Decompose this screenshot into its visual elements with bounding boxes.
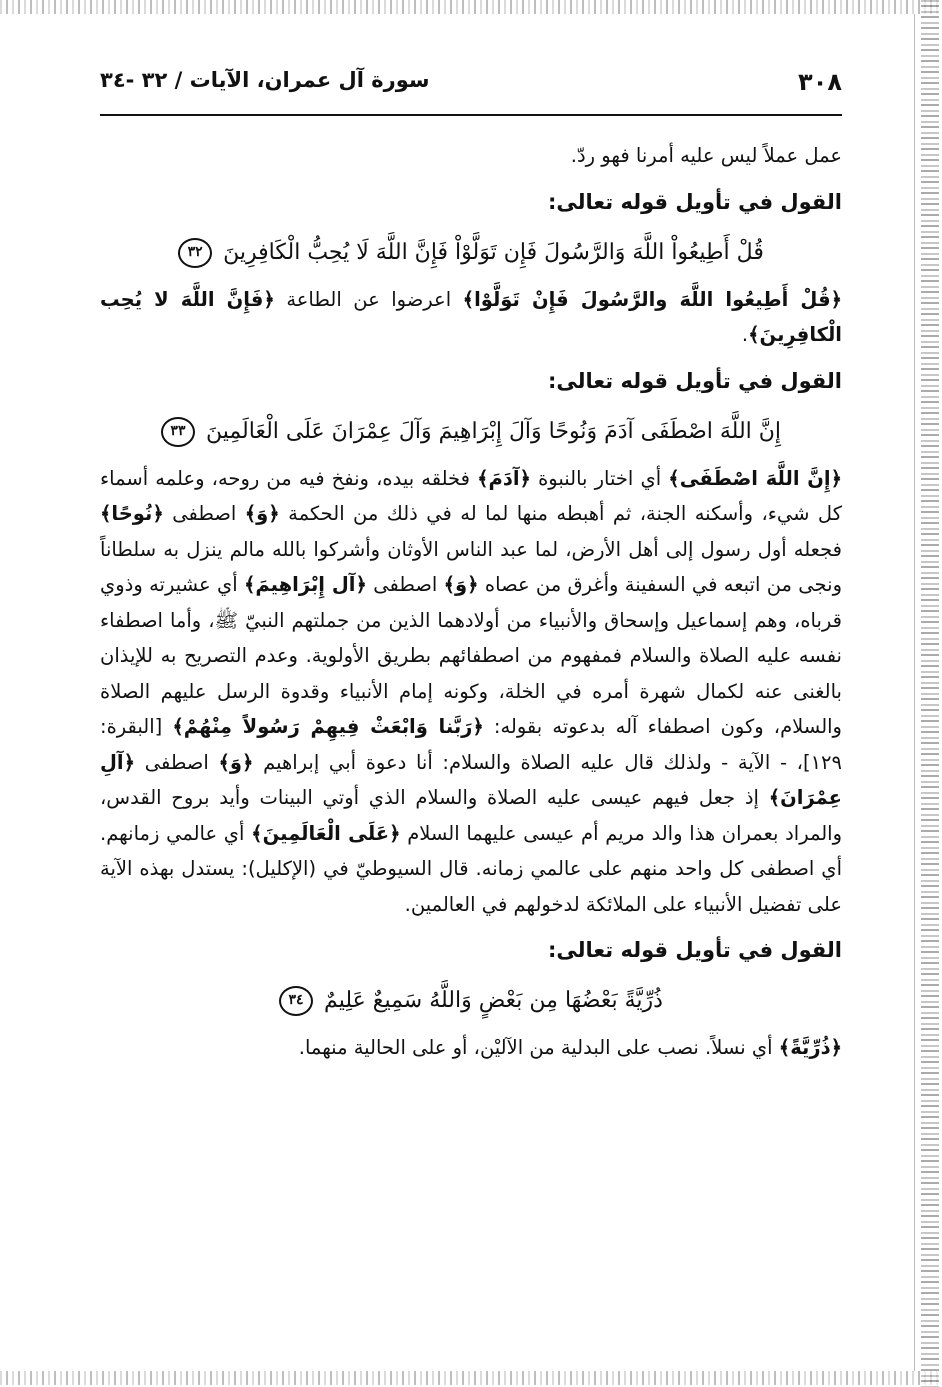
verse-number: ٣٢ xyxy=(178,238,212,268)
decorative-border-top xyxy=(0,0,942,14)
text-run: اصطفى xyxy=(163,502,245,525)
paragraph: عمل عملاً ليس عليه أمرنا فهو ردّ. xyxy=(570,144,842,167)
text-run: أي عالمي زمانهم. أي اصطفى كل واحد منهم على عالمي زمانه. قال السيوطيّ في (الإكليل): يستدل بهذه الآية على تفضيل الأنبياء على الملائكة لدخولهم في العالمين. xyxy=(100,821,842,916)
section-heading: القول في تأويل قوله تعالى: xyxy=(548,938,842,962)
verse-number: ٣٣ xyxy=(161,417,195,447)
quoted-verse: ﴿آلِ عِمْرَانَ﴾ xyxy=(100,750,842,809)
quran-verse xyxy=(100,413,842,451)
verse-number: ٣٤ xyxy=(279,986,313,1016)
text-run: [البقرة: ١٢٩]، - الآية - ولذلك قال عليه الصلاة والسلام: أنا دعوة أبي إبراهيم xyxy=(100,715,842,774)
page-body xyxy=(100,138,842,1066)
quoted-verse: ﴿ذُرِّيَّةً﴾ xyxy=(778,1036,842,1059)
decorative-border-right xyxy=(921,0,939,1387)
quoted-verse: ﴿نُوحًا﴾ xyxy=(100,502,164,525)
text-run: اعرضوا عن الطاعة xyxy=(274,287,463,311)
quoted-verse: ﴿فَإِنَّ اللَّهَ لا يُحِب الْكافِرِينَ﴾ xyxy=(100,287,842,346)
paragraph xyxy=(100,282,842,353)
quran-verse xyxy=(100,234,842,272)
quoted-verse: ﴿آدَمَ﴾ xyxy=(477,466,531,490)
text-run: فخلقه بيده، ونفخ فيه من روحه، وعلمه أسماء كل شيء، وأسكنه الجنة، ثم أهبطه منها لما له في ذلك من الحكمة xyxy=(100,466,842,525)
border-rule xyxy=(914,14,915,1371)
book-page xyxy=(100,60,842,1360)
quoted-verse: ﴿وَ﴾ xyxy=(443,573,479,596)
quoted-verse: ﴿قُلْ أَطِيعُوا اللَّهَ والرَّسُولَ فَإِنْ تَوَلَّوْا﴾ xyxy=(462,287,843,311)
quoted-verse: ﴿عَلَى الْعَالَمِينَ﴾ xyxy=(251,821,401,845)
text-run: أي نسلاً. نصب على البدلية من الآليْن، أو على الحالية منهما. xyxy=(298,1036,779,1059)
running-title: سورة آل عمران، الآيات / ٣٢ -٣٤ xyxy=(100,68,430,92)
quoted-verse: ﴿وَ﴾ xyxy=(218,750,254,774)
text-run: أي اختار بالنبوة xyxy=(530,466,669,490)
page-header xyxy=(100,60,842,116)
text-run: إذ جعل فيهم عيسى عليه الصلاة والسلام الذي أوتي البينات وأيد بروح القدس، والمراد بعمران هذا والد مريم أم عيسى عليهما السلام xyxy=(100,786,842,845)
decorative-border-bottom xyxy=(0,1371,942,1385)
paragraph xyxy=(100,1030,842,1066)
verse-text: قُلْ أَطِيعُواْ اللَّهَ وَالرَّسُولَ فَإِن تَوَلَّوْاْ فَإِنَّ اللَّهَ لَا يُحِبُّ الْكَافِرِينَ xyxy=(223,239,764,265)
section-heading: القول في تأويل قوله تعالى: xyxy=(548,368,842,393)
quoted-verse: ﴿وَ﴾ xyxy=(244,502,280,525)
paragraph xyxy=(100,461,842,923)
quoted-verse: ﴿رَبَّنا وَابْعَثْ فِيهِمْ رَسُولاً مِنْهُمْ﴾ xyxy=(172,715,484,738)
verse-text: إِنَّ اللَّهَ اصْطَفَى آدَمَ وَنُوحًا وَآلَ إِبْرَاهِيمَ وَآلَ عِمْرَانَ عَلَى الْعَالَمِينَ xyxy=(205,418,782,444)
text-run: أي عشيرته وذوي قرباه، وهم إسماعيل وإسحاق والأنبياء من أولادهما الذين من جملتهم النبيّ ﷺ، وأما اصطفاء نفسه عليه الصلاة والسلام فمفهوم من اصطفائهم بطريق الأولوية. وعدم التصريح به للإيذان بالغنى عنه لكمال شهرة أمره في الخلة، وكونه إمام الأنبياء وقدوة الرسل عليهم الصلاة والسلام، وكون اصطفاء آله بدعوته بقوله: xyxy=(100,573,842,738)
page-number: ٣٠٨ xyxy=(798,68,842,96)
quran-verse xyxy=(100,982,842,1020)
section-heading: القول في تأويل قوله تعالى: xyxy=(548,189,842,214)
quoted-verse: ﴿آل إِبْرَاهِيمَ﴾ xyxy=(243,573,367,596)
text-run: . xyxy=(741,323,749,346)
text-run: اصطفى xyxy=(135,750,219,774)
text-run: اصطفى xyxy=(366,573,444,596)
quoted-verse: ﴿إِنَّ اللَّهَ اصْطَفَى﴾ xyxy=(668,466,842,490)
verse-text: ذُرِّيَّةً بَعْضُهَا مِن بَعْضٍ وَاللَّهُ سَمِيعٌ عَلِيمٌ xyxy=(324,988,663,1013)
text-run: فجعله أول رسول إلى أهل الأرض، لما عبد الناس الأوثان وأشركوا بالله مالم ينزل به سلطاناً ونجى من اتبعه في السفينة وأغرق من عصاه xyxy=(100,537,842,596)
